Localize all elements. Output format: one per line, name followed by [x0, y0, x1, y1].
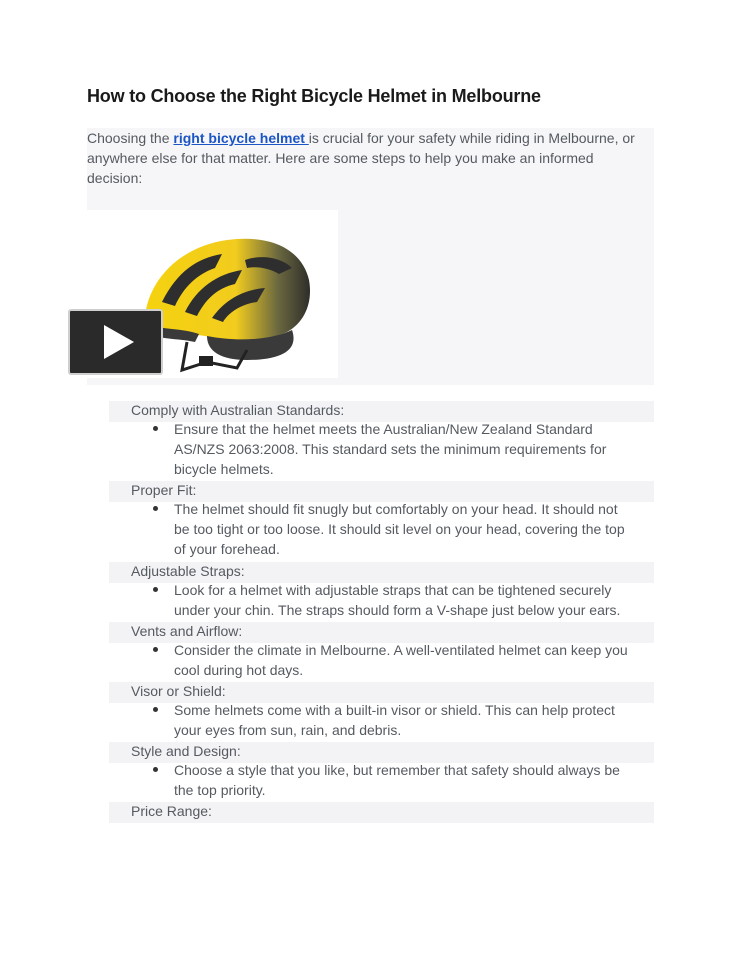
step-heading: Style and Design: — [109, 742, 654, 763]
bullet-icon — [153, 707, 158, 712]
bullet-icon — [153, 506, 158, 511]
bullet-icon — [153, 587, 158, 592]
play-icon — [70, 311, 161, 373]
page-title: How to Choose the Right Bicycle Helmet in Melbourne — [87, 86, 541, 106]
step-heading: Vents and Airflow: — [109, 622, 654, 643]
right-bicycle-helmet-link[interactable]: right bicycle helmet — [173, 130, 309, 146]
intro-text-before: Choosing the — [87, 130, 174, 146]
bullet-icon — [153, 767, 158, 772]
intro-paragraph — [87, 128, 652, 188]
step-heading: Visor or Shield: — [109, 682, 654, 703]
bullet-icon — [153, 647, 158, 652]
intro-text-after: is crucial for your safety while riding in Melbourne, or anywhere else for that matter. Here are some steps to help you make an informed decision: — [87, 130, 635, 186]
video-play-button[interactable] — [68, 309, 163, 375]
step-heading: Price Range: — [109, 802, 654, 823]
step-heading: Comply with Australian Standards: — [109, 401, 654, 422]
step-heading: Adjustable Straps: — [109, 562, 654, 583]
bullet-icon — [153, 426, 158, 431]
step-heading: Proper Fit: — [109, 481, 654, 502]
